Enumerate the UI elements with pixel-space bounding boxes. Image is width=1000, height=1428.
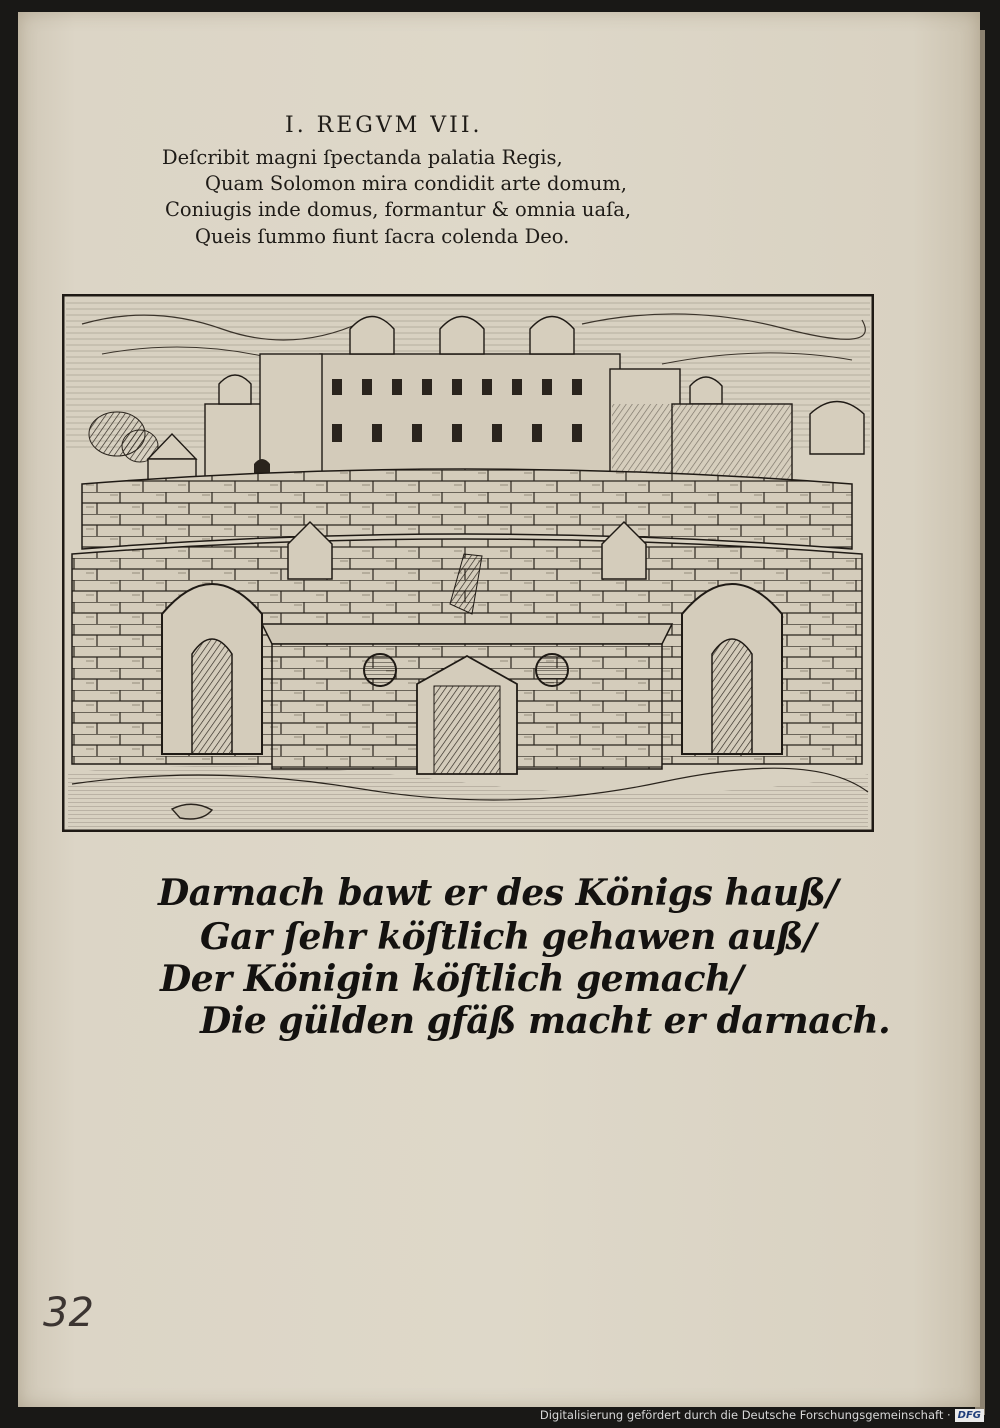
german-verse-line-2: Gar ſehr köſtlich gehawen auß/ xyxy=(200,916,816,958)
woodcut-illustration xyxy=(62,294,874,832)
footer-credit-bar xyxy=(540,1406,984,1424)
german-verse-line-4: Die gülden gfäß macht er darnach. xyxy=(200,1000,891,1042)
page-heading: I. REGVM VII. xyxy=(285,113,483,138)
latin-verse-line-3: Coniugis inde domus, formantur & omnia uaſa, xyxy=(165,198,632,221)
latin-verse-line-2: Quam Solomon mira condidit arte domum, xyxy=(205,172,627,195)
handwritten-page-number: 32 xyxy=(43,1290,94,1336)
latin-verse-line-4: Queis ſummo fiunt ſacra colenda Deo. xyxy=(195,225,570,248)
digitization-credit: Digitalisierung gefördert durch die Deutsche Forschungsgemeinschaft · xyxy=(539,1408,951,1422)
latin-verse-line-1: Deſcribit magni ſpectanda palatia Regis, xyxy=(162,146,563,169)
german-verse-line-3: Der Königin köſtlich gemach/ xyxy=(160,958,744,1000)
german-verse-line-1: Darnach bawt er des Königs hauß/ xyxy=(158,872,839,914)
dfg-logo[interactable]: DFG xyxy=(955,1409,984,1422)
